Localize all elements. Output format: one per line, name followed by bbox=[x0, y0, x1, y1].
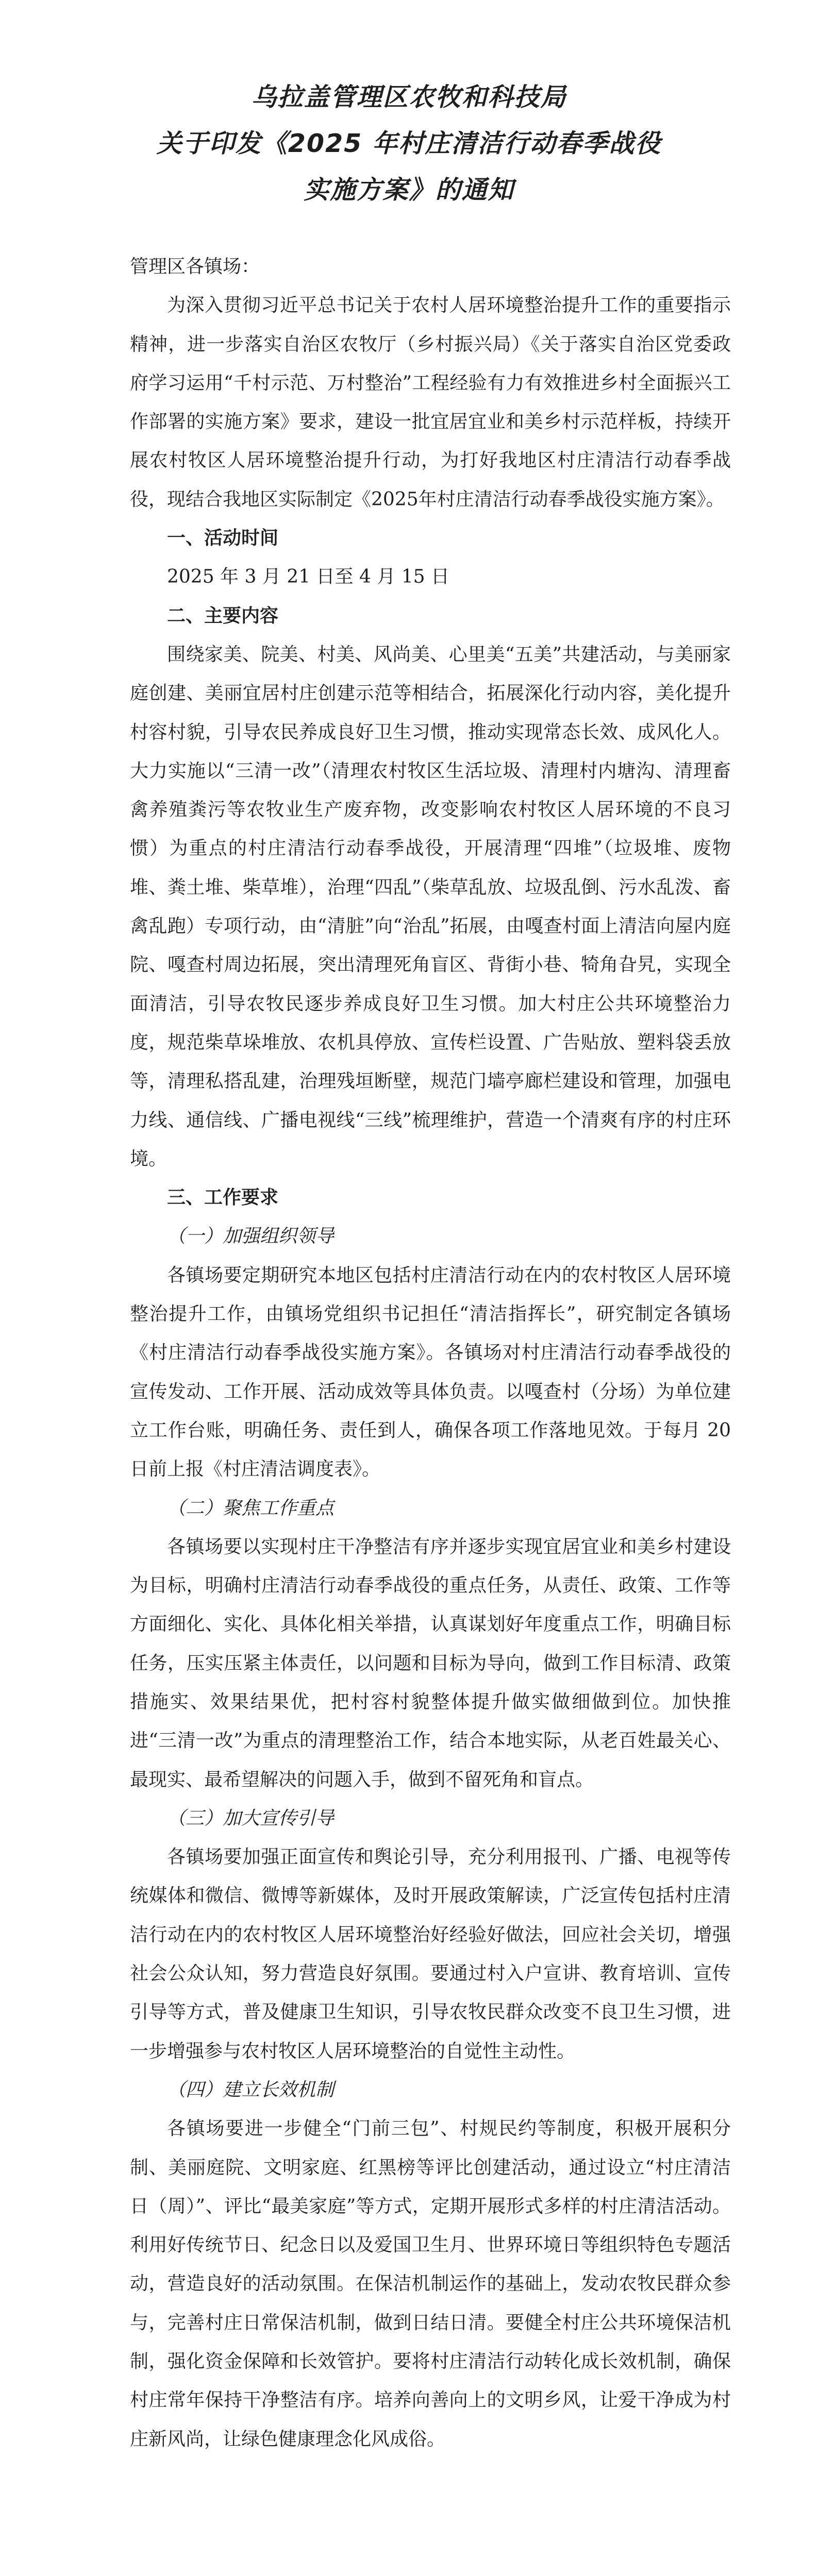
document-title-line-3: 实施方案》的通知 bbox=[304, 175, 514, 205]
section-2-heading: 二、主要内容 bbox=[167, 605, 279, 626]
subsection-2-heading: （二）聚焦工作重点 bbox=[167, 1497, 335, 1519]
section-1-heading: 一、活动时间 bbox=[167, 528, 279, 549]
subsection-4-content: 各镇场要进一步健全“门前三包”、村规民约等制度，积极开展积分制、美丽庭院、文明家庭、红黑榜等评比创建活动，通过设立“村庄清洁日（周）”、评比“最美家庭”等方式，定期开展形式多样的村庄清洁活动。利用好传统节日、纪念日以及爱国卫生月、世界环境日等组织特色专题活动，营造良好的活动氛围。在保洁机制运作的基础上，发动农牧民群众参与，完善村庄日常保洁机制，做到日结日清。要健全村庄公共环境保洁机制，强化资金保障和长效管护。要将村庄清洁行动转化成长效机制，确保村庄常年保持干净整洁有序。培养向善向上的文明乡风，让爱干净成为村庄新风尚，让绿色健康理念化风成俗。 bbox=[130, 2118, 731, 2450]
subsection-1-heading: （一）加强组织领导 bbox=[167, 1226, 335, 1247]
section-1-content: 2025 年 3 月 21 日至 4 月 15 日 bbox=[167, 566, 450, 588]
section-2-content: 围绕家美、院美、村美、风尚美、心里美“五美”共建活动，与美丽家庭创建、美丽宜居村庄创建示范等相结合，拓展深化行动内容，美化提升村容村貌，引导农民养成良好卫生习惯，推动实现常态长效、成风化人。大力实施以“三清一改”（清理农村牧区生活垃圾、清理村内塘沟、清理畜禽养殖粪污等农牧业生产废弃物，改变影响农村牧区人居环境的不良习惯）为重点的村庄清洁行动春季战役，开展清理“四堆”（垃圾堆、废物堆、粪土堆、柴草堆），治理“四乱”（柴草乱放、垃圾乱倒、污水乱泼、畜禽乱跑）专项行动，由“清脏”向“治乱”拓展，由嘎查村面上清洁向屋内庭院、嘎查村周边拓展，突出清理死角盲区、背街小巷、犄角旮旯，实现全面清洁，引导农牧民逐步养成良好卫生习惯。加大村庄公共环境整治力度，规范柴草垛堆放、农机具停放、宣传栏设置、广告贴放、塑料袋丢放等，清理私搭乱建，治理残垣断壁，规范门墙亭廊栏建设和管理，加强电力线、通信线、广播电视线“三线”梳理维护，营造一个清爽有序的村庄环境。 bbox=[130, 643, 731, 1170]
subsection-3-content: 各镇场要加强正面宣传和舆论引导，充分利用报刊、广播、电视等传统媒体和微信、微博等新媒体，及时开展政策解读，广泛宣传包括村庄清洁行动在内的农村牧区人居环境整治好经验好做法，回应社会关切，增强社会公众认知，努力营造良好氛围。要通过村入户宣讲、教育培训、宣传引导等方式，普及健康卫生知识，引导农牧民群众改变不良卫生习惯，进一步增强参与农村牧区人居环境整治的自觉性主动性。 bbox=[130, 1846, 731, 2062]
document-title-line-2: 关于印发《2025 年村庄清洁行动春季战役 bbox=[156, 129, 662, 158]
salutation: 管理区各镇场： bbox=[130, 256, 260, 277]
document-title-line-1: 乌拉盖管理区农牧和科技局 bbox=[251, 82, 567, 112]
subsection-4-heading: （四）建立长效机制 bbox=[167, 2079, 335, 2100]
document-body bbox=[130, 247, 731, 2459]
subsection-1-content: 各镇场要定期研究本地区包括村庄清洁行动在内的农村牧区人居环境整治提升工作，由镇场党组织书记担任“清洁指挥长”，研究制定各镇场《村庄清洁行动春季战役实施方案》。各镇场对村庄清洁行动春季战役的宣传发动、工作开展、活动成效等具体负责。以嘎查村（分场）为单位建立工作台账，明确任务、责任到人，确保各项工作落地见效。于每月 20 日前上报《村庄清洁调度表》。 bbox=[130, 1264, 731, 1480]
subsection-3-heading: （三）加大宣传引导 bbox=[167, 1807, 335, 1829]
section-3-heading: 三、工作要求 bbox=[167, 1187, 279, 1209]
intro-paragraph: 为深入贯彻习近平总书记关于农村人居环境整治提升工作的重要指示精神，进一步落实自治区农牧厅（乡村振兴局）《关于落实自治区党委政府学习运用“千村示范、万村整治”工程经验有力有效推进乡村全面振兴工作部署的实施方案》要求，建设一批宜居宜业和美乡村示范样板，持续开展农村牧区人居环境整治提升行动，为打好我地区村庄清洁行动春季战役，现结合我地区实际制定《2025年村庄清洁行动春季战役实施方案》。 bbox=[130, 295, 731, 510]
subsection-2-content: 各镇场要以实现村庄干净整洁有序并逐步实现宜居宜业和美乡村建设为目标，明确村庄清洁行动春季战役的重点任务，从责任、政策、工作等方面细化、实化、具体化相关举措，认真谋划好年度重点工作，明确目标任务，压实压紧主体责任，以问题和目标为导向，做到工作目标清、政策措施实、效果结果优，把村容村貌整体提升做实做细做到位。加快推进“三清一改”为重点的清理整治工作，结合本地实际，从老百姓最关心、最现实、最希望解决的问题入手，做到不留死角和盲点。 bbox=[130, 1536, 731, 1790]
